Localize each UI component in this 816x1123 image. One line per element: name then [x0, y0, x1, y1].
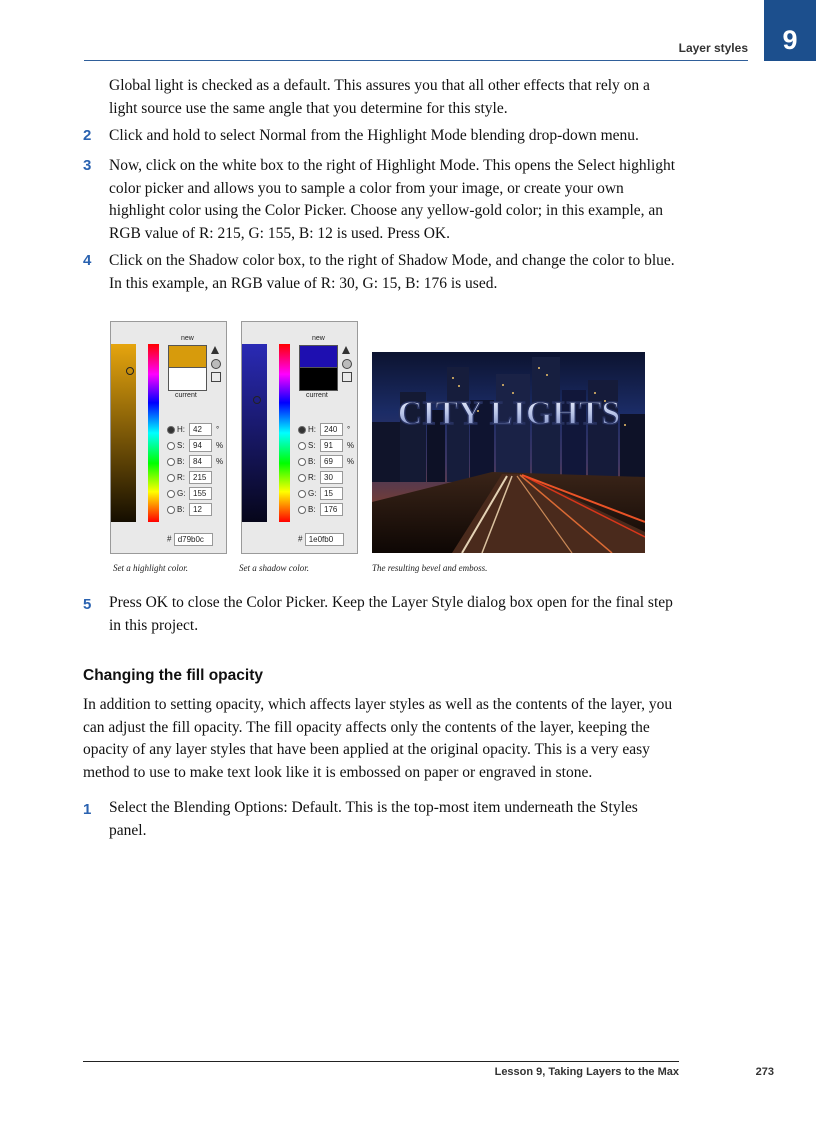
color-value-unit: °: [347, 424, 351, 434]
color-value-label: H:: [308, 424, 316, 434]
current-color-swatch: [299, 367, 338, 391]
gamut-warning-icon[interactable]: [211, 346, 219, 354]
color-mode-radio[interactable]: [298, 490, 306, 498]
color-value-row: [167, 423, 219, 436]
color-value-row: [298, 439, 354, 452]
hex-symbol: #: [298, 534, 303, 544]
color-value-input[interactable]: 240: [320, 423, 343, 436]
current-label: current: [175, 392, 197, 399]
hue-slider[interactable]: [148, 344, 159, 522]
step-number: 5: [83, 596, 92, 613]
hex-row: [298, 533, 344, 546]
color-value-input[interactable]: 84: [189, 455, 212, 468]
color-value-label: B:: [308, 504, 316, 514]
current-color-swatch: [168, 367, 207, 391]
color-value-input[interactable]: 94: [189, 439, 212, 452]
intro-paragraph: Global light is checked as a default. This assures you that all other effects that rely on a light source use the same angle that you determine for this style.: [109, 77, 650, 117]
color-value-row: [298, 471, 347, 484]
color-value-unit: %: [216, 456, 224, 466]
color-field[interactable]: [242, 344, 267, 522]
page-number: 273: [755, 1066, 774, 1078]
color-value-row: [167, 503, 216, 516]
color-swatch-icon[interactable]: [211, 372, 221, 382]
hex-row: [167, 533, 213, 546]
color-mode-radio[interactable]: [298, 458, 306, 466]
color-mode-radio[interactable]: [167, 506, 175, 514]
color-value-label: G:: [177, 488, 186, 498]
web-safe-icon[interactable]: [342, 359, 352, 369]
color-value-input[interactable]: 91: [320, 439, 343, 452]
color-value-label: B:: [177, 504, 185, 514]
step-number: 1: [83, 801, 92, 818]
new-label: new: [312, 335, 325, 342]
color-value-row: [298, 455, 354, 468]
section-subheading: Changing the fill opacity: [83, 667, 263, 684]
color-value-input[interactable]: 155: [189, 487, 212, 500]
current-label: current: [306, 392, 328, 399]
step-number: 3: [83, 157, 92, 174]
color-swatch-icon[interactable]: [342, 372, 352, 382]
color-value-input[interactable]: 69: [320, 455, 343, 468]
color-value-unit: %: [347, 456, 355, 466]
hue-slider[interactable]: [279, 344, 290, 522]
color-value-row: [167, 455, 223, 468]
step-text: Click on the Shadow color box, to the right of Shadow Mode, and change the color to blue. In this example, an RGB value of R: 30, G: 15, B: 176 is used.: [109, 252, 675, 292]
color-value-label: H:: [177, 424, 185, 434]
color-value-label: B:: [308, 456, 316, 466]
color-mode-radio[interactable]: [298, 426, 306, 434]
color-value-input[interactable]: 30: [320, 471, 343, 484]
hex-input[interactable]: d79b0c: [174, 533, 213, 546]
new-color-swatch: [168, 345, 207, 369]
highlight-caption: Set a highlight color.: [113, 563, 188, 573]
header-rule: [84, 60, 748, 61]
color-value-row: [167, 471, 216, 484]
color-value-row: [167, 487, 216, 500]
step-text: Click and hold to select Normal from the Highlight Mode blending drop-down menu.: [109, 127, 639, 144]
color-mode-radio[interactable]: [167, 458, 175, 466]
footer-rule: [83, 1061, 679, 1062]
color-field-marker[interactable]: [126, 367, 134, 375]
step-text: Now, click on the white box to the right of Highlight Mode. This opens the Select highlight color picker and allows you to sample a color from your image, or create your own highlight color using the Color Picker. Choose any yellow-gold color; in this example, an RGB value of R: 215, G: 155, B: 12 is used. Press OK.: [109, 157, 676, 242]
city-lights-image: [372, 352, 645, 553]
new-color-swatch: [299, 345, 338, 369]
footer-lesson: Lesson 9, Taking Layers to the Max: [494, 1066, 679, 1078]
color-value-unit: °: [216, 424, 220, 434]
color-value-label: R:: [177, 472, 185, 482]
color-mode-radio[interactable]: [167, 442, 175, 450]
city-skyline-graphic: [372, 352, 645, 553]
color-value-row: [298, 423, 350, 436]
chapter-tab: 9: [764, 0, 816, 61]
step-text: Press OK to close the Color Picker. Keep the Layer Style dialog box open for the final step in this project.: [109, 594, 673, 634]
color-value-label: R:: [308, 472, 316, 482]
section-title: Layer styles: [678, 41, 748, 55]
result-caption: The resulting bevel and emboss.: [372, 563, 488, 573]
color-value-label: B:: [177, 456, 185, 466]
color-mode-radio[interactable]: [298, 474, 306, 482]
color-value-row: [298, 503, 347, 516]
shadow-color-picker: [241, 321, 358, 554]
color-value-input[interactable]: 176: [320, 503, 343, 516]
highlight-color-picker: [110, 321, 227, 554]
hex-symbol: #: [167, 534, 172, 544]
gamut-warning-icon[interactable]: [342, 346, 350, 354]
color-value-row: [298, 487, 347, 500]
color-field-marker[interactable]: [253, 396, 261, 404]
step-number: 4: [83, 252, 92, 269]
color-mode-radio[interactable]: [298, 506, 306, 514]
color-value-label: S:: [177, 440, 185, 450]
step-number: 2: [83, 127, 92, 144]
color-mode-radio[interactable]: [167, 490, 175, 498]
hex-input[interactable]: 1e0fb0: [305, 533, 344, 546]
color-mode-radio[interactable]: [298, 442, 306, 450]
color-mode-radio[interactable]: [167, 474, 175, 482]
new-label: new: [181, 335, 194, 342]
web-safe-icon[interactable]: [211, 359, 221, 369]
shadow-caption: Set a shadow color.: [239, 563, 310, 573]
body-paragraph: In addition to setting opacity, which affects layer styles as well as the contents of the layer, you can adjust the fill opacity. The fill opacity affects only the contents of the layer, keeping the opacity of any layer styles that have been applied at the original opacity. This is a very easy method to use to make text look like it is embossed on paper or engraved in stone.: [83, 696, 673, 781]
city-lights-embossed-text: CITY LIGHTS: [397, 395, 621, 432]
color-value-label: G:: [308, 488, 317, 498]
color-value-unit: %: [347, 440, 355, 450]
color-value-row: [167, 439, 223, 452]
color-value-input[interactable]: 12: [189, 503, 212, 516]
step-text: Select the Blending Options: Default. This is the top-most item underneath the Styles panel.: [109, 799, 638, 839]
color-value-unit: %: [216, 440, 224, 450]
color-value-input[interactable]: 15: [320, 487, 343, 500]
color-mode-radio[interactable]: [167, 426, 175, 434]
color-value-label: S:: [308, 440, 316, 450]
color-value-input[interactable]: 215: [189, 471, 212, 484]
color-value-input[interactable]: 42: [189, 423, 212, 436]
